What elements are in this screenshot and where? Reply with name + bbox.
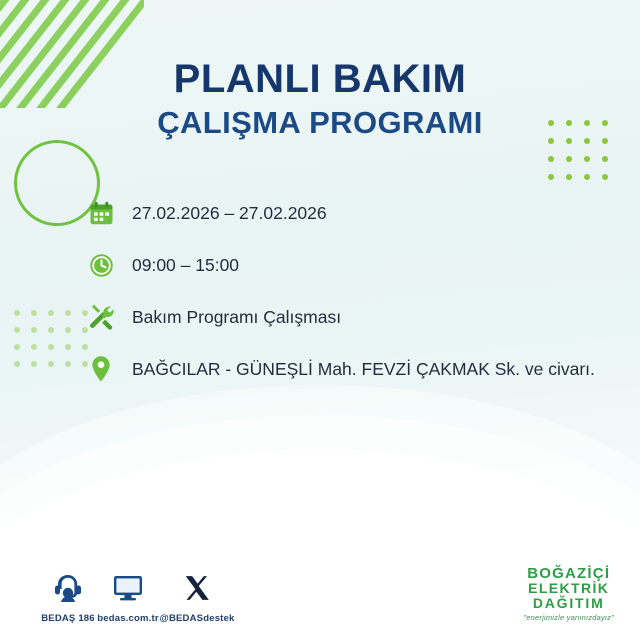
page-title: [0, 58, 640, 140]
brand-line-3: DAĞITIM: [532, 595, 605, 612]
location-pin-icon: [86, 354, 116, 384]
footer-item-phone-label: BEDAŞ 186: [41, 613, 95, 624]
footer-item-website-label: bedas.com.tr: [97, 613, 159, 624]
info-row-location-text: BAĞCILAR - GÜNEŞLİ Mah. FEVZİ ÇAKMAK Sk. ve civarı.: [132, 359, 595, 379]
info-row-date-text: 27.02.2026 – 27.02.2026: [132, 203, 327, 223]
clock-icon: [86, 250, 116, 280]
brand-logo: [523, 566, 614, 622]
brand-line-1: BOĞAZİÇİ: [527, 564, 611, 582]
calendar-icon: [86, 198, 116, 228]
info-row-date: [86, 198, 600, 228]
brand-tagline: "enerjimizle yanınızdayız": [523, 613, 614, 623]
info-row-time: [86, 250, 600, 280]
title-line-1: PLANLI BAKIM: [173, 57, 467, 101]
footer-item-social-label: @BEDASdestek: [159, 613, 235, 624]
info-row-work-type: [86, 302, 600, 332]
info-row-time-text: 09:00 – 15:00: [132, 255, 240, 275]
info-list: [86, 198, 600, 406]
x-social-icon: [152, 573, 242, 608]
tools-icon: [86, 302, 116, 332]
info-row-location: [86, 354, 600, 384]
footer-item-social[interactable]: [152, 573, 242, 624]
info-row-work-type-text: Bakım Programı Çalışması: [132, 307, 342, 327]
brand-line-2: ELEKTRİK: [528, 580, 610, 597]
footer: [0, 536, 640, 640]
title-line-2: ÇALIŞMA PROGRAMI: [157, 105, 483, 140]
dot-grid-left-decoration: [14, 310, 88, 367]
